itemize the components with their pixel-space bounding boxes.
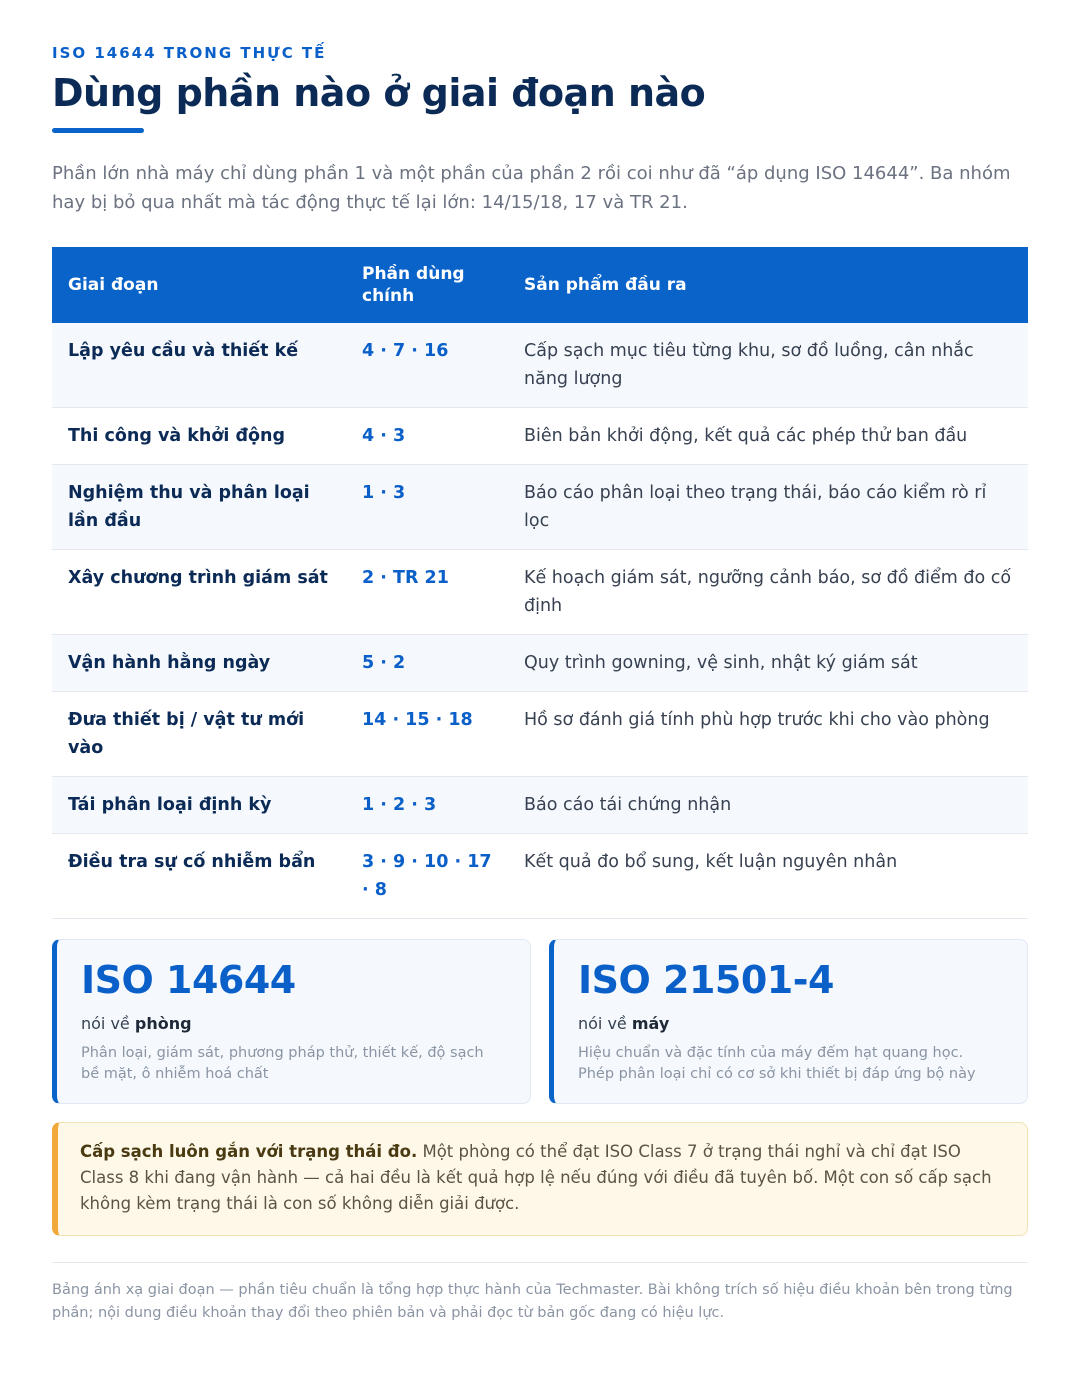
output-cell: Hồ sơ đánh giá tính phù hợp trước khi cho vào phòng — [508, 691, 1028, 776]
footer-note: Bảng ánh xạ giai đoạn — phần tiêu chuẩn là tổng hợp thực hành của Techmaster. Bài không trích số hiệu điều khoản bên trong từng phần; nội dung điều khoản thay đổi theo phiên bản và phải đọc từ bản gốc đang có hiệu lực. — [52, 1281, 1013, 1321]
lead-paragraph: Phần lớn nhà máy chỉ dùng phần 1 và một phần của phần 2 rồi coi như đã “áp dụng ISO 14644”. Ba nhóm hay bị bỏ qua nhất mà tác động thực tế lại lớn: 14/15/18, 17 và TR 21. — [52, 162, 1011, 213]
stage-cell: Đưa thiết bị / vật tư mới vào — [52, 691, 346, 776]
output-cell: Báo cáo phân loại theo trạng thái, báo cáo kiểm rò rỉ lọc — [508, 464, 1028, 549]
table-row — [52, 323, 1028, 408]
parts-cell: 5 · 2 — [346, 634, 508, 691]
standards-cards — [52, 939, 1028, 1104]
output-cell: Báo cáo tái chứng nhận — [508, 776, 1028, 833]
stage-table — [52, 247, 1028, 919]
note-text: Một phòng có thể đạt ISO Class 7 ở trạng thái nghỉ và chỉ đạt ISO Class 8 khi đang vận hành — cả hai đều là kết quả hợp lệ nếu đúng với điều đã tuyên bố. Một con số cấp sạch không kèm trạng thái là con số không diễn giải được. — [80, 1141, 992, 1213]
card-iso-21501-4 — [549, 939, 1028, 1104]
card-title: ISO 21501-4 — [578, 957, 834, 1002]
output-cell: Cấp sạch mục tiêu từng khu, sơ đồ luồng, cân nhắc năng lượng — [508, 323, 1028, 408]
output-cell: Kế hoạch giám sát, ngưỡng cảnh báo, sơ đồ điểm đo cố định — [508, 549, 1028, 634]
page-title: Dùng phần nào ở giai đoạn nào — [52, 71, 706, 115]
stage-cell: Nghiệm thu và phân loại lần đầu — [52, 464, 346, 549]
table-row — [52, 549, 1028, 634]
card-subtitle-prefix: nói về — [578, 1013, 632, 1033]
header-parts: Phần dùng chính — [346, 247, 508, 323]
stage-cell: Vận hành hằng ngày — [52, 634, 346, 691]
card-subtitle-bold: phòng — [134, 1013, 192, 1033]
parts-cell: 2 · TR 21 — [346, 549, 508, 634]
table-row — [52, 634, 1028, 691]
parts-cell: 4 · 3 — [346, 407, 508, 464]
footer-divider — [52, 1262, 1028, 1263]
card-description: Hiệu chuẩn và đặc tính của máy đếm hạt quang học. Phép phân loại chỉ có cơ sở khi thiết bị đáp ứng bộ này — [578, 1044, 976, 1082]
output-cell: Quy trình gowning, vệ sinh, nhật ký giám sát — [508, 634, 1028, 691]
card-title: ISO 14644 — [81, 957, 296, 1002]
table-row — [52, 464, 1028, 549]
table-row — [52, 833, 1028, 918]
note-bold: Cấp sạch luôn gắn với trạng thái đo. — [80, 1141, 418, 1161]
title-underline — [52, 128, 144, 133]
card-subtitle-bold: máy — [631, 1013, 670, 1033]
header-output: Sản phẩm đầu ra — [508, 247, 1028, 323]
card-iso-14644 — [52, 939, 531, 1104]
card-subtitle-prefix: nói về — [81, 1013, 135, 1033]
table-row — [52, 691, 1028, 776]
table-header-row — [52, 247, 1028, 323]
eyebrow: ISO 14644 TRONG THỰC TẾ — [52, 44, 327, 62]
card-subtitle — [578, 1014, 1003, 1033]
stage-cell: Lập yêu cầu và thiết kế — [52, 323, 346, 408]
output-cell: Kết quả đo bổ sung, kết luận nguyên nhân — [508, 833, 1028, 918]
stage-cell: Thi công và khởi động — [52, 407, 346, 464]
callout-note — [52, 1122, 1028, 1236]
stage-cell: Điều tra sự cố nhiễm bẩn — [52, 833, 346, 918]
parts-cell: 14 · 15 · 18 — [346, 691, 508, 776]
parts-cell: 1 · 2 · 3 — [346, 776, 508, 833]
table-row — [52, 407, 1028, 464]
table-row — [52, 776, 1028, 833]
output-cell: Biên bản khởi động, kết quả các phép thử ban đầu — [508, 407, 1028, 464]
card-description: Phân loại, giám sát, phương pháp thử, thiết kế, độ sạch bề mặt, ô nhiễm hoá chất — [81, 1044, 484, 1082]
page — [0, 44, 1080, 1325]
header-stage: Giai đoạn — [52, 247, 346, 323]
parts-cell: 3 · 9 · 10 · 17 · 8 — [346, 833, 508, 918]
stage-cell: Xây chương trình giám sát — [52, 549, 346, 634]
parts-cell: 1 · 3 — [346, 464, 508, 549]
card-subtitle — [81, 1014, 506, 1033]
stage-cell: Tái phân loại định kỳ — [52, 776, 346, 833]
parts-cell: 4 · 7 · 16 — [346, 323, 508, 408]
